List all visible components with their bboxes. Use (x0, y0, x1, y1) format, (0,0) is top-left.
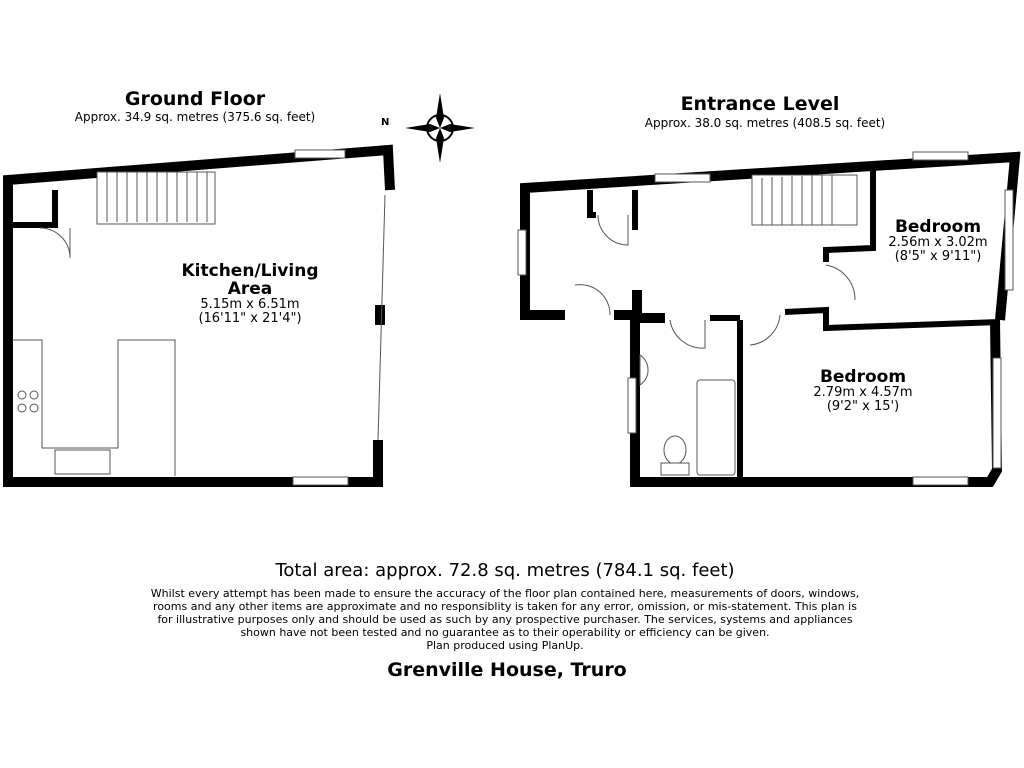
window (993, 358, 1001, 468)
room-imperial: (8'5" x 9'11") (894, 249, 982, 264)
basin (640, 355, 648, 385)
window (913, 477, 968, 485)
door-swing (40, 228, 70, 258)
room-metric: 2.56m x 3.02m (888, 235, 988, 250)
compass-icon (405, 93, 475, 163)
ground-floor-area: Approx. 34.9 sq. metres (375.6 sq. feet) (74, 110, 316, 124)
compass-north-label: N (381, 117, 390, 128)
room-name: Kitchen/Living (181, 261, 319, 281)
sink (55, 450, 110, 474)
disclaimer-line: shown have not been tested and no guarantee as to their operability or efficiency can be given. (240, 626, 770, 639)
entrance-level-title: Entrance Level (680, 93, 840, 115)
bath (697, 380, 735, 475)
room-metric: 2.79m x 4.57m (813, 385, 913, 400)
window (518, 230, 526, 275)
total-area: Total area: approx. 72.8 sq. metres (784.1 sq. feet) (275, 560, 735, 581)
window (913, 152, 968, 160)
window (295, 150, 345, 158)
window (655, 174, 710, 182)
staircase (752, 175, 857, 225)
ground-floor-title: Ground Floor (124, 88, 266, 110)
toilet (664, 436, 686, 464)
window (293, 477, 348, 485)
room-name: Bedroom (819, 367, 907, 387)
entrance-level-area: Approx. 38.0 sq. metres (408.5 sq. feet) (644, 116, 886, 130)
room-imperial: (16'11" x 21'4") (198, 311, 302, 326)
disclaimer (0, 587, 1010, 652)
disclaimer-line: Whilst every attempt has been made to ensure the accuracy of the floor plan contained here, measurements of doors, windows, (150, 587, 860, 600)
room-name: Bedroom (894, 217, 982, 237)
room-metric: 5.15m x 6.51m (200, 297, 300, 312)
room-name: Area (227, 279, 273, 299)
property-name: Grenville House, Truro (387, 659, 627, 681)
disclaimer-line: rooms and any other items are approximate and no responsiblity is taken for any error, omission, or mis-statement. This plan is (153, 600, 857, 613)
disclaimer-line: for illustrative purposes only and should be used as such by any prospective purchaser. The services, systems and appliances (157, 613, 853, 626)
window (628, 378, 636, 433)
room-label-bedroom-1 (868, 218, 1008, 264)
room-label-kitchen (150, 262, 350, 326)
room-imperial: (9'2" x 15') (826, 399, 900, 414)
disclaimer-line: Plan produced using PlanUp. (426, 639, 584, 652)
room-label-bedroom-2 (793, 368, 933, 414)
